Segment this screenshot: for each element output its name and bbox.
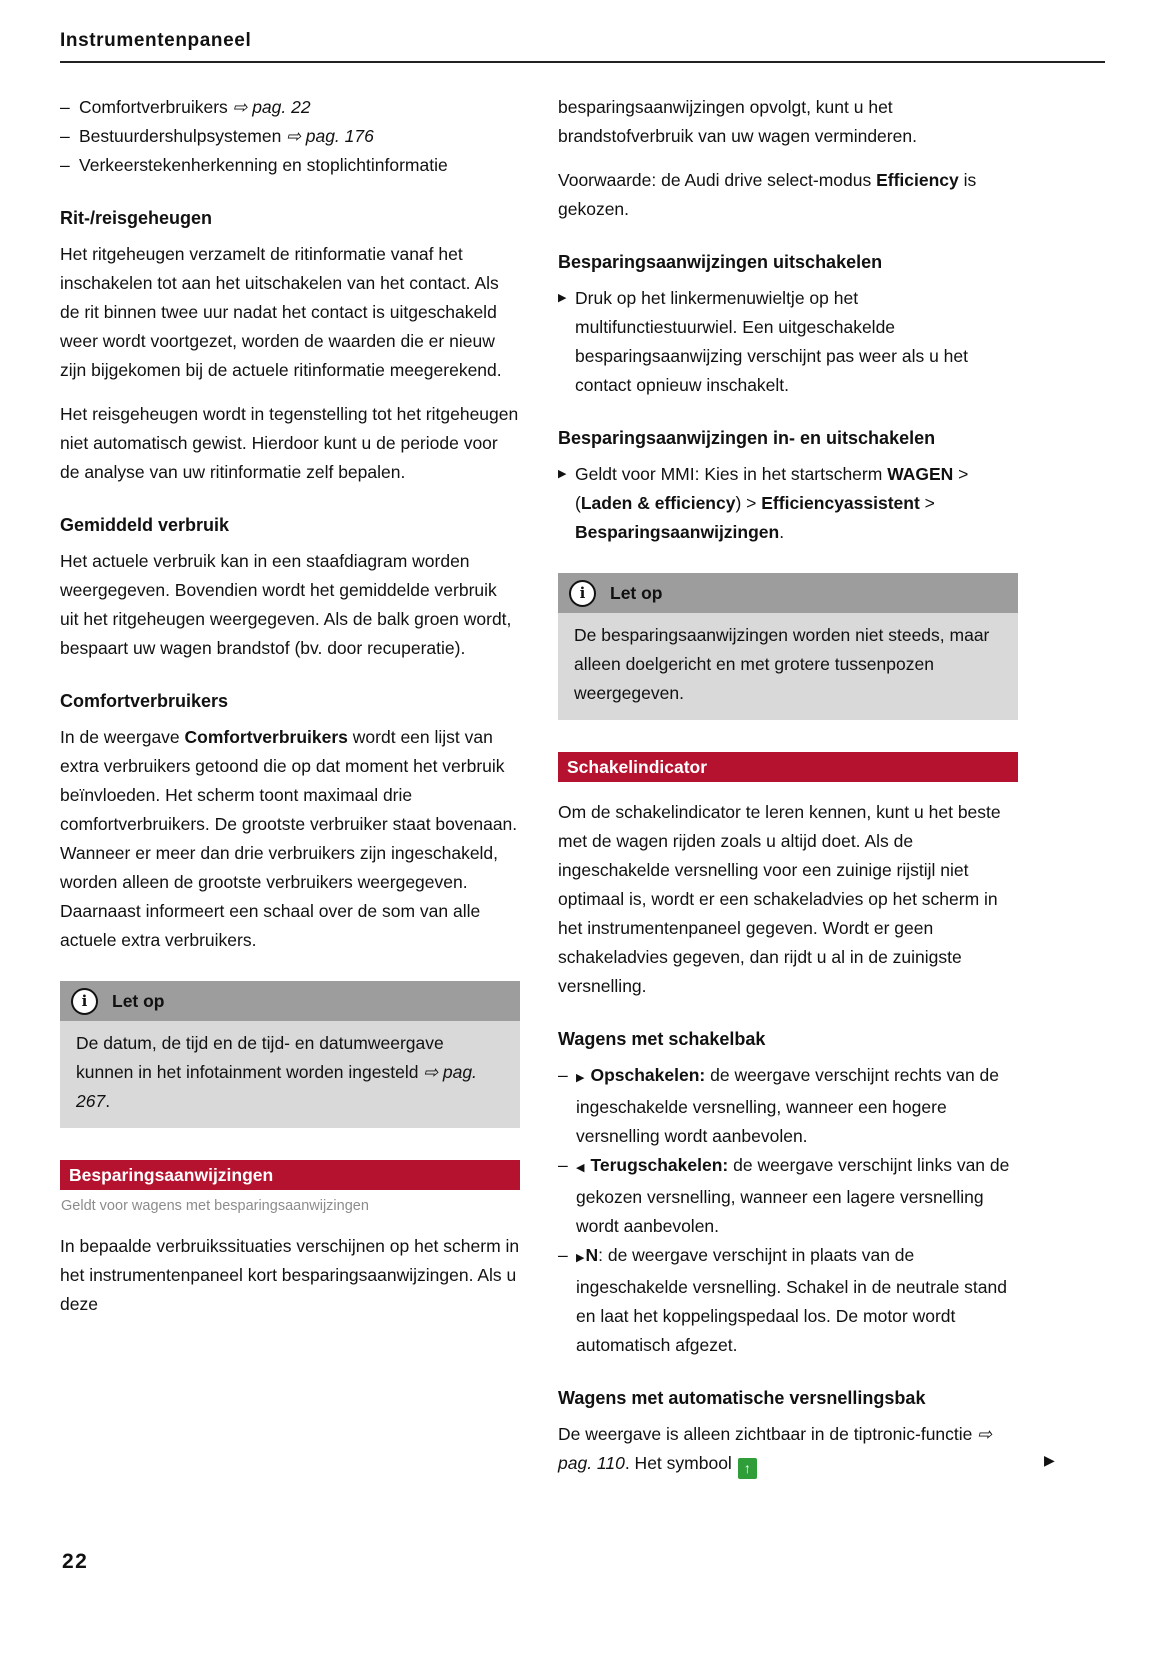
text-segment: is gekozen.	[558, 170, 977, 219]
note-body: De besparingsaanwijzingen worden niet steeds, maar alleen doelgericht en met grotere tussenpozen weergegeven.	[558, 613, 1018, 720]
section-heading: Gemiddeld verbruik	[60, 515, 230, 535]
dash-bullet: –	[60, 97, 70, 117]
instruction-bullet	[558, 460, 1018, 547]
info-icon	[569, 580, 596, 607]
dash-bullet: –	[60, 155, 70, 175]
text-segment: : de weergave verschijnt in plaats van de ingeschakelde versnelling. Schakel in de neutrale stand en laat het koppelingspedaal los. De motor wordt automatisch afgezet.	[576, 1245, 1007, 1355]
list-item	[558, 1061, 1018, 1151]
shift-up-arrow-glyph: ↑	[743, 1460, 751, 1476]
section-banner	[558, 752, 1018, 782]
applicability-note: Geldt voor wagens met besparingsaanwijzingen	[61, 1198, 369, 1214]
upshift-arrow-icon: ▶	[576, 1072, 585, 1084]
dash-bullet: –	[558, 1245, 568, 1265]
text-segment: > (	[575, 464, 969, 513]
list-item-label: Bestuurdershulpsystemen	[79, 126, 282, 146]
page-header	[60, 30, 1105, 52]
instruction-text: Druk op het linkermenuwieltje op het multifunctiestuurwiel. Een uitgeschakelde besparingsaanwijzing verschijnt pas weer als u het contact opnieuw inschakelt.	[575, 288, 968, 395]
dash-bullet: –	[60, 126, 70, 146]
upshift-arrow-icon: ▶	[576, 1252, 585, 1264]
shift-up-symbol-icon	[738, 1458, 757, 1479]
page-reference: ⇨ pag. 176	[286, 126, 374, 146]
text-segment: >	[919, 493, 935, 513]
text-segment: In de weergave	[60, 727, 185, 747]
note-body	[60, 1021, 520, 1128]
section-heading: Wagens met schakelbak	[558, 1029, 766, 1049]
text-segment: .	[105, 1091, 111, 1111]
note-box	[60, 981, 520, 1128]
section-heading: Besparingsaanwijzingen in- en uitschakelen	[558, 428, 936, 448]
note-header	[60, 981, 520, 1021]
text-segment: De datum, de tijd en de tijd- en datumweergave kunnen in het infotainment worden ingesteld	[76, 1033, 444, 1082]
text-segment-bold: Efficiency	[876, 170, 959, 190]
triangle-bullet-icon: ▶	[558, 292, 567, 304]
continuation-arrow-icon: ▶	[1044, 1452, 1055, 1468]
text-segment: de weergave verschijnt links van de gekozen versnelling, wanneer een lagere versnelling wordt aanbevolen.	[576, 1155, 1010, 1236]
list-item	[558, 1151, 1018, 1241]
left-column	[60, 93, 520, 1494]
section-heading: Wagens met automatische versnellingsbak	[558, 1388, 926, 1408]
note-header	[558, 573, 1018, 613]
list-item-label: Verkeerstekenherkenning en stoplichtinformatie	[79, 155, 448, 175]
reference-list	[60, 93, 520, 180]
triangle-bullet-icon: ▶	[558, 468, 567, 480]
text-segment-bold: Besparingsaanwijzingen	[575, 522, 780, 542]
page-reference: ⇨ pag. 110	[558, 1424, 992, 1473]
list-item	[558, 1241, 1018, 1360]
downshift-arrow-icon: ◀	[576, 1162, 585, 1174]
dash-bullet: –	[558, 1065, 568, 1085]
header-divider	[60, 61, 1105, 63]
page-title: Instrumentenpaneel	[60, 30, 252, 51]
list-item-label: Comfortverbruikers	[79, 97, 228, 117]
text-segment: de weergave verschijnt rechts van de ingeschakelde versnelling, wanneer een hogere versnelling wordt aanbevolen.	[576, 1065, 1000, 1146]
text-segment-bold: N	[585, 1245, 599, 1265]
instruction-bullet	[558, 284, 1018, 400]
page-reference: ⇨ pag. 22	[232, 97, 311, 117]
paragraph: In bepaalde verbruikssituaties verschijnen op het scherm in het instrumentenpaneel kort besparingsaanwijzingen. Als u deze	[60, 1236, 520, 1314]
note-box	[558, 573, 1018, 720]
list-item-text	[576, 1151, 1018, 1241]
right-column	[558, 93, 1018, 1494]
paragraph	[558, 166, 1018, 224]
paragraph	[60, 723, 520, 955]
text-segment-bold: Comfortverbruikers	[184, 727, 348, 747]
text-segment: wordt een lijst van extra verbruikers getoond die op dat moment het verbruik beïnvloeden. Het scherm toont maximaal drie comfortverbruikers. De grootste verbruiker staat bovenaan. Wanneer er meer dan drie verbruikers zijn ingeschakeld, worden alleen de grootste verbruikers weergegeven. Daarnaast informeert een schaal over de som van alle actuele extra verbruikers.	[60, 727, 518, 950]
list-item	[60, 151, 520, 180]
section-banner-title: Schakelindicator	[567, 757, 708, 777]
text-segment: . Het symbool	[624, 1453, 732, 1473]
list-item-text	[576, 1241, 1018, 1360]
text-segment-bold: Efficiencyassistent	[761, 493, 920, 513]
section-heading: Rit-/reisgeheugen	[60, 208, 213, 228]
info-icon-glyph: i	[579, 583, 586, 602]
list-item	[60, 122, 520, 151]
list-item	[60, 93, 520, 122]
text-segment: .	[779, 522, 785, 542]
content-columns	[60, 93, 1105, 1494]
section-heading: Comfortverbruikers	[60, 691, 229, 711]
page-reference: ⇨ pag. 267	[76, 1062, 477, 1111]
text-segment-bold: WAGEN	[887, 464, 954, 484]
section-banner-title: Besparingsaanwijzingen	[69, 1165, 274, 1185]
info-icon-glyph: i	[81, 991, 88, 1010]
text-segment: Voorwaarde: de Audi drive select-modus	[558, 170, 877, 190]
dash-list	[558, 1061, 1018, 1360]
dash-bullet: –	[558, 1155, 568, 1175]
text-segment-bold: Terugschakelen:	[590, 1155, 729, 1175]
paragraph: besparingsaanwijzingen opvolgt, kunt u het brandstofverbruik van uw wagen verminderen.	[558, 97, 917, 146]
list-item-text	[79, 122, 374, 151]
paragraph: Het reisgeheugen wordt in tegenstelling tot het ritgeheugen niet automatisch gewist. Hierdoor kunt u de periode voor de analyse van uw ritinformatie zelf bepalen.	[60, 404, 519, 482]
paragraph: Het actuele verbruik kan in een staafdiagram worden weergegeven. Bovendien wordt het gemiddelde verbruik uit het ritgeheugen weergegeven. Als de balk groen wordt, bespaart uw wagen brandstof (bv. door recuperatie).	[60, 551, 512, 658]
section-banner	[60, 1160, 520, 1190]
text-segment-bold: Opschakelen:	[590, 1065, 706, 1085]
list-item-text	[79, 93, 311, 122]
paragraph	[558, 1420, 1018, 1479]
paragraph: Het ritgeheugen verzamelt de ritinformatie vanaf het inschakelen tot aan het uitschakelen van het contact. Als de rit binnen twee uur nadat het contact is uitgeschakeld weer wordt voortgezet, worden de waarden die er nieuw zijn bijgekomen bij de actuele ritinformatie meegerekend.	[60, 244, 502, 380]
note-title: Let op	[610, 582, 663, 603]
section-heading: Besparingsaanwijzingen uitschakelen	[558, 252, 883, 272]
list-item-text	[576, 1061, 1018, 1151]
instruction-text	[575, 460, 1018, 547]
paragraph: Om de schakelindicator te leren kennen, kunt u het beste met de wagen rijden zoals u altijd doet. Als de ingeschakelde versnelling voor een zuinige rijstijl niet optimaal is, wordt er een schakeladvies op het scherm in het instrumentenpaneel gegeven. Wordt er geen schakeladvies gegeven, dan rijdt u al in de zuinigste versnelling.	[558, 802, 1001, 996]
text-segment-bold: Laden & efficiency	[580, 493, 736, 513]
text-segment: De weergave is alleen zichtbaar in de tiptronic-functie	[558, 1424, 978, 1444]
page-number: 22	[62, 1550, 89, 1573]
note-title: Let op	[112, 990, 165, 1011]
text-segment: Geldt voor MMI: Kies in het startscherm	[575, 464, 888, 484]
info-icon	[71, 988, 98, 1015]
list-item-text	[79, 151, 448, 180]
text-segment: ) >	[735, 493, 762, 513]
